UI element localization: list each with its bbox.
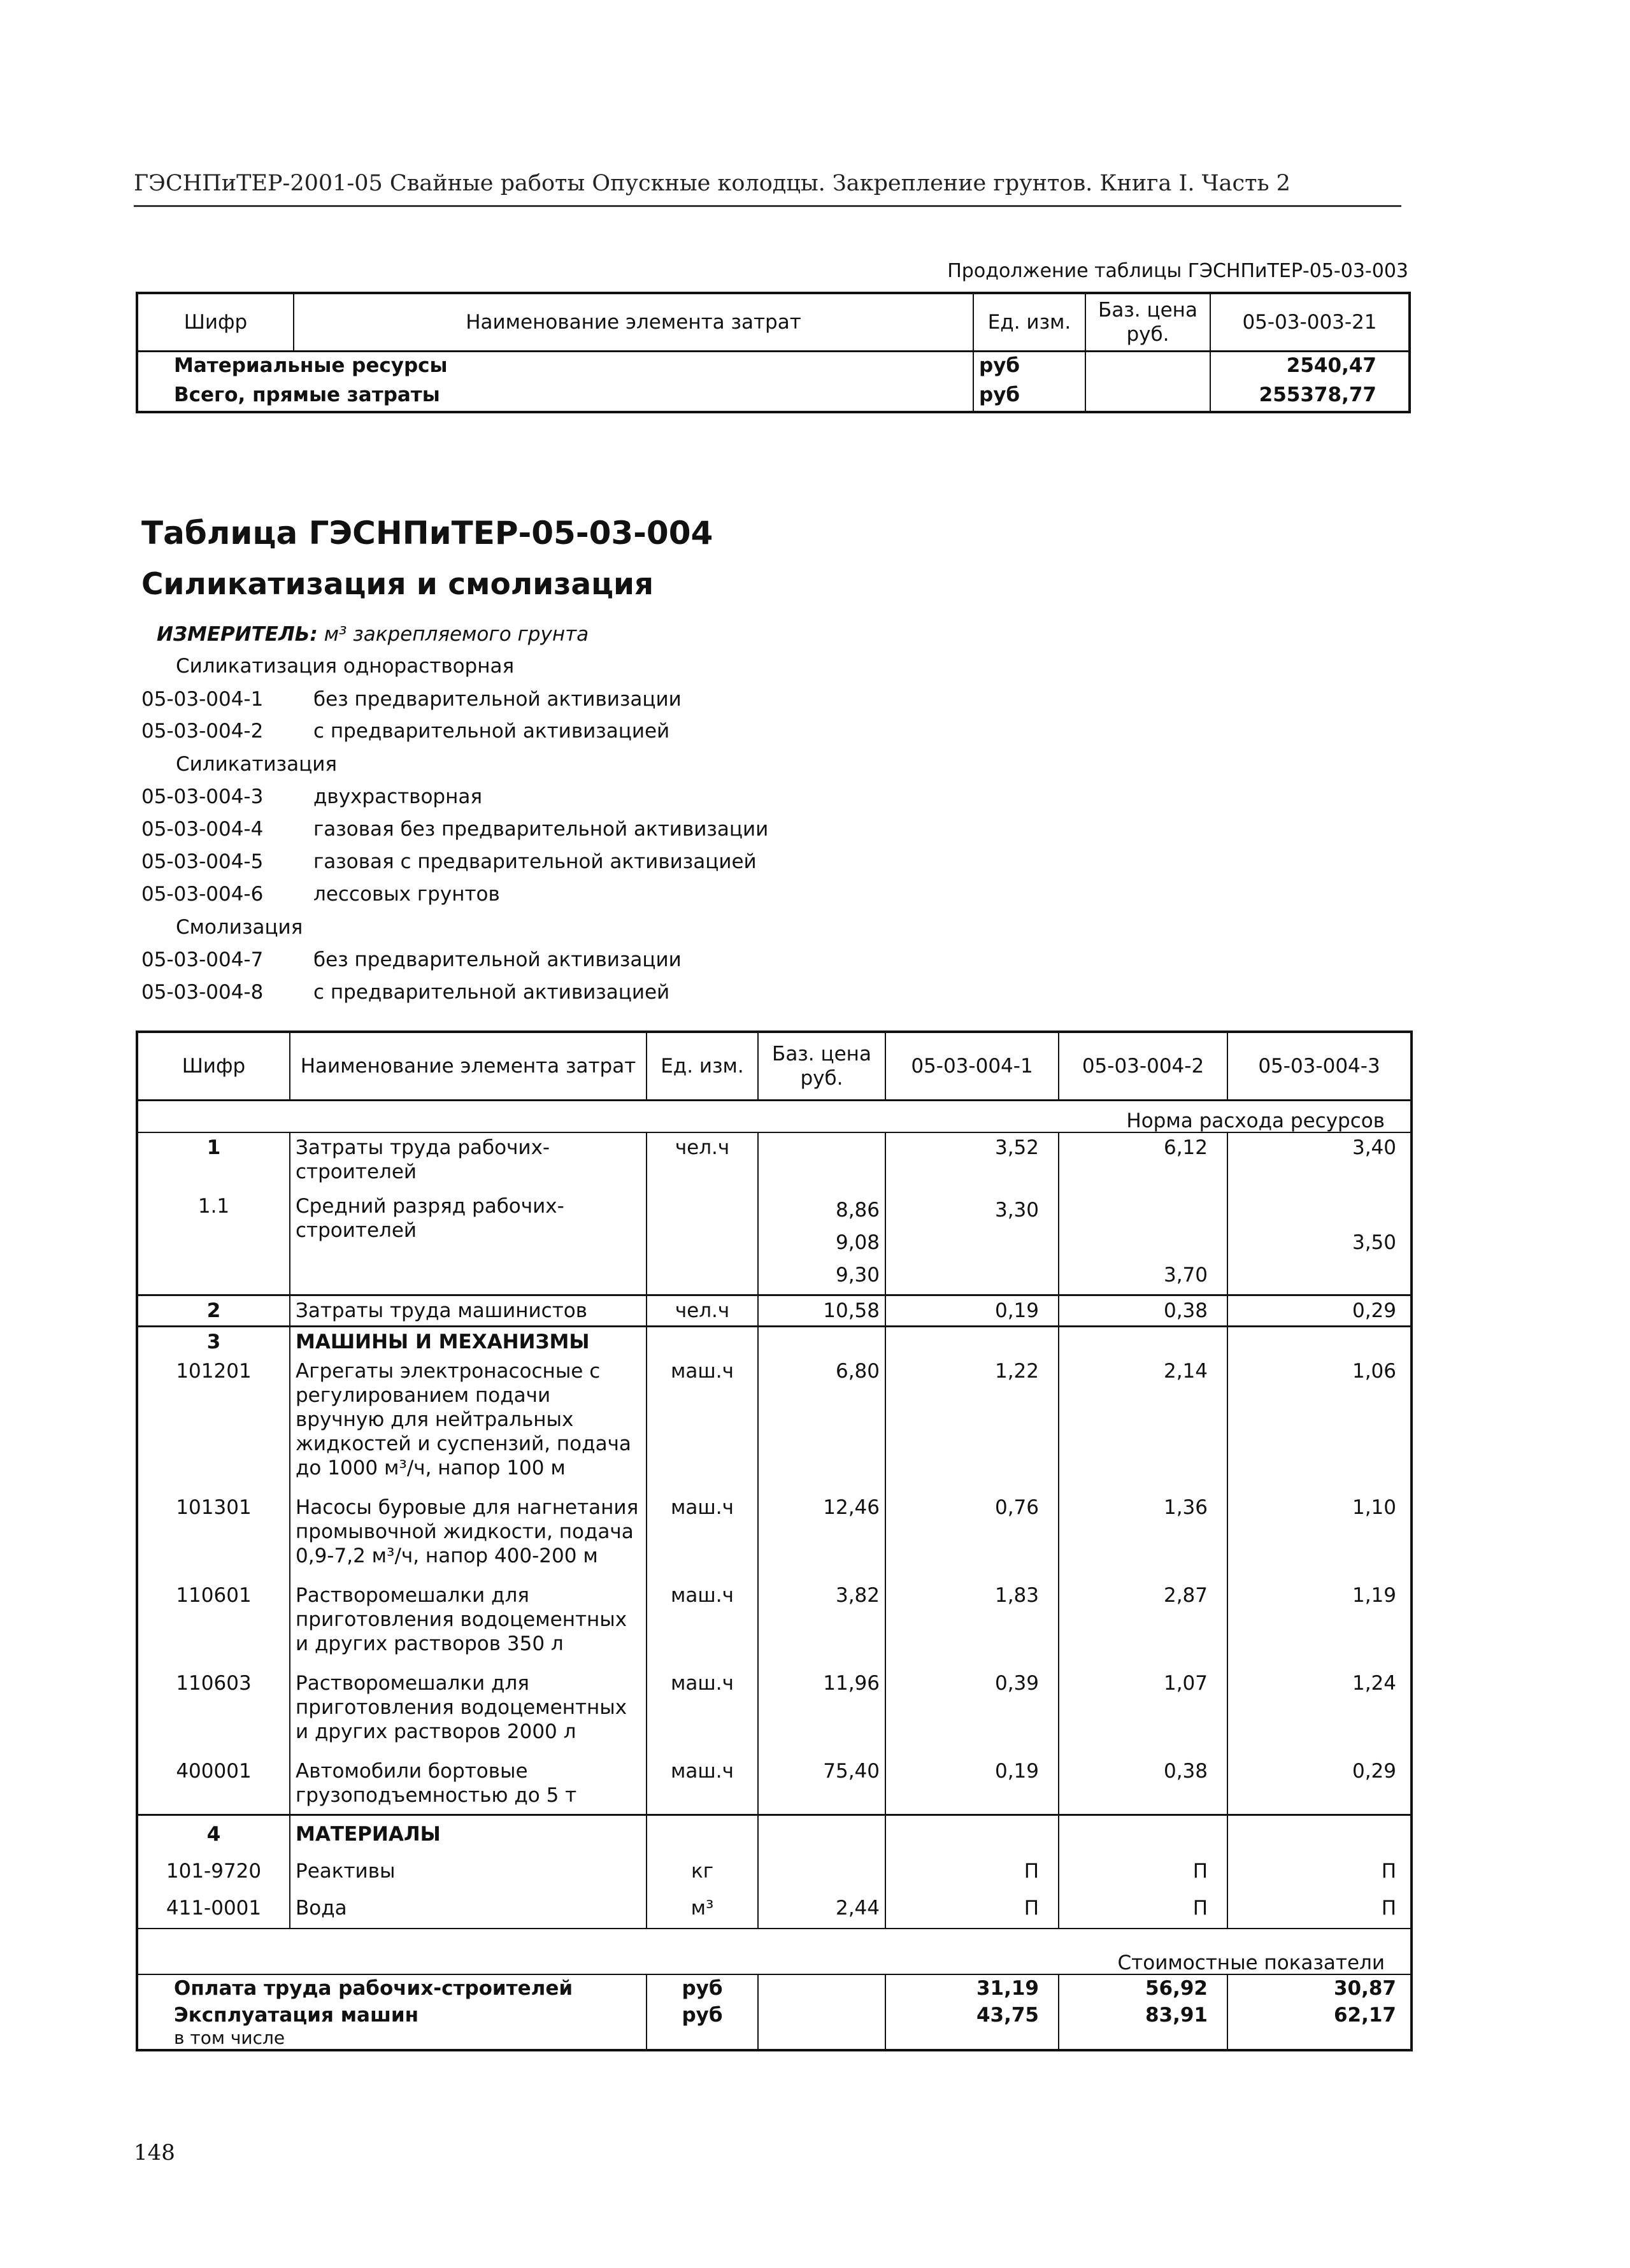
table-header-row (137, 1032, 1412, 1101)
row-value-2: 83,91 (1059, 2001, 1227, 2027)
table-row (137, 1295, 1412, 1327)
row-value-3: П (1227, 1886, 1412, 1929)
row-name: Эксплуатация машин (137, 2001, 647, 2027)
row-value-1 (885, 1187, 1059, 1295)
item-code: 05-03-004-3 (141, 785, 264, 808)
item-desc: без предварительной активизации (313, 948, 682, 971)
row-value-1: 1,22 (885, 1357, 1059, 1483)
price-value: 9,08 (835, 1231, 880, 1254)
table-row (137, 1746, 1412, 1815)
row-unit: руб (647, 1974, 758, 2001)
item-desc: с предварительной активизацией (313, 720, 670, 743)
row-value-3: 1,19 (1227, 1571, 1412, 1658)
row-name: Автомобили бортовые грузоподъемностью до 5 т (290, 1746, 647, 1815)
col-header-price: Баз. цена руб. (1085, 293, 1210, 352)
row-value-3: 62,17 (1227, 2001, 1412, 2027)
row-name: Средний разряд рабочих-строителей (290, 1187, 647, 1295)
table-row (137, 1132, 1412, 1187)
item-desc: газовая с предварительной активизацией (313, 850, 757, 873)
row-name: Вода (290, 1886, 647, 1929)
price-value: 8,86 (835, 1199, 880, 1222)
col-header-code: Шифр (137, 293, 294, 352)
row-name: Растворомешалки для приготовления водоцементных и других растворов 2000 л (290, 1658, 647, 1746)
table-row (137, 2001, 1412, 2027)
item-desc: лессовых грунтов (313, 883, 500, 906)
row-value-3: П (1227, 1849, 1412, 1886)
row-name: Оплата труда рабочих-строителей (137, 1974, 647, 2001)
row-price: 2,44 (758, 1886, 885, 1929)
section-row-cost (137, 1929, 1412, 1974)
row-price: 3,82 (758, 1571, 885, 1658)
row-value-1: 1,83 (885, 1571, 1059, 1658)
row-code: 101201 (137, 1357, 290, 1483)
continuation-note: Продолжение таблицы ГЭСНПиТЕР-05-03-003 (947, 260, 1408, 282)
col-header-name: Наименование элемента затрат (294, 293, 973, 352)
previous-table (136, 292, 1411, 413)
row-price: 6,80 (758, 1357, 885, 1483)
section-label: Норма расхода ресурсов (137, 1101, 1412, 1133)
table-row (137, 1849, 1412, 1886)
row-name: Растворомешалки для приготовления водоцементных и других растворов 350 л (290, 1571, 647, 1658)
table-row (137, 382, 1410, 412)
col-header-norm-1: 05-03-004-1 (885, 1032, 1059, 1101)
row-price-list (758, 1187, 885, 1295)
row-unit: чел.ч (647, 1132, 758, 1187)
table-row (137, 1815, 1412, 1850)
table-row (137, 1571, 1412, 1658)
row-code: 3 (137, 1327, 290, 1357)
item-group-heading (176, 655, 514, 678)
running-header: ГЭСНПиТЕР-2001-05 Свайные работы Опускные колодцы. Закрепление грунтов. Книга I. Часть 2 (134, 171, 1401, 207)
row-unit: маш.ч (647, 1571, 758, 1658)
row-unit: маш.ч (647, 1658, 758, 1746)
item-code: 05-03-004-1 (141, 688, 264, 711)
row-value: 2540,47 (1210, 352, 1410, 382)
row-name: МАТЕРИАЛЫ (290, 1815, 647, 1850)
item-desc: с предварительной активизацией (313, 981, 670, 1004)
row-value-2: 2,87 (1059, 1571, 1227, 1658)
row-value-1: 0,19 (885, 1295, 1059, 1327)
table-subtitle: Силикатизация и смолизация (141, 567, 654, 602)
item-desc: без предварительной активизации (313, 688, 682, 711)
item-code: 05-03-004-6 (141, 883, 264, 906)
page-number: 148 (134, 2140, 175, 2165)
meter-label: ИЗМЕРИТЕЛЬ: (157, 623, 318, 646)
item-code: 05-03-004-7 (141, 948, 264, 971)
col-header-unit: Ед. изм. (647, 1032, 758, 1101)
row-value-3: 0,29 (1227, 1295, 1412, 1327)
row-name: Реактивы (290, 1849, 647, 1886)
row-code: 1.1 (137, 1187, 290, 1295)
col-header-price: Баз. цена руб. (758, 1032, 885, 1101)
item-code: 05-03-004-5 (141, 850, 264, 873)
value: 3,70 (1163, 1264, 1208, 1287)
row-value-2: 56,92 (1059, 1974, 1227, 2001)
row-value-3 (1227, 1187, 1412, 1295)
row-price: 75,40 (758, 1746, 885, 1815)
item-desc: Силикатизация (176, 753, 338, 776)
row-value-1: 3,52 (885, 1132, 1059, 1187)
row-price (1085, 352, 1210, 382)
table-row (137, 352, 1410, 382)
col-header-norm-3: 05-03-004-3 (1227, 1032, 1412, 1101)
row-unit: руб (973, 352, 1085, 382)
row-price (758, 1132, 885, 1187)
row-code: 110601 (137, 1571, 290, 1658)
col-header-name: Наименование элемента затрат (290, 1032, 647, 1101)
row-code: 110603 (137, 1658, 290, 1746)
item-group-heading (176, 916, 303, 939)
row-name: Затраты труда машинистов (290, 1295, 647, 1327)
item-desc: двухрастворная (313, 785, 482, 808)
item-desc: Силикатизация однорастворная (176, 655, 515, 678)
table-row (137, 2027, 1412, 2050)
meter-line (157, 623, 589, 646)
row-code: 400001 (137, 1746, 290, 1815)
col-header-code: Шифр (137, 1032, 290, 1101)
table-row (137, 1357, 1412, 1483)
item-code: 05-03-004-2 (141, 720, 264, 743)
meter-value: м³ закрепляемого грунта (324, 623, 589, 646)
table-row (137, 1886, 1412, 1929)
row-value-2: 1,07 (1059, 1658, 1227, 1746)
row-code: 4 (137, 1815, 290, 1850)
row-value-2: 0,38 (1059, 1746, 1227, 1815)
row-value-2: 0,38 (1059, 1295, 1227, 1327)
row-value-1: 43,75 (885, 2001, 1059, 2027)
section-row-norm (137, 1101, 1412, 1133)
row-value-3: 1,24 (1227, 1658, 1412, 1746)
row-value-1: 0,39 (885, 1658, 1059, 1746)
row-price: 12,46 (758, 1483, 885, 1571)
price-value: 9,30 (835, 1264, 880, 1287)
item-code: 05-03-004-8 (141, 981, 264, 1004)
row-name: Материальные ресурсы (137, 352, 973, 382)
resource-table (136, 1031, 1413, 2051)
row-price: 11,96 (758, 1658, 885, 1746)
row-value-2: 6,12 (1059, 1132, 1227, 1187)
row-price (758, 1849, 885, 1886)
value: 3,50 (1352, 1231, 1396, 1254)
row-unit: м³ (647, 1886, 758, 1929)
row-value-1: 0,19 (885, 1746, 1059, 1815)
table-header-row (137, 293, 1410, 352)
section-label: Стоимостные показатели (137, 1929, 1412, 1974)
table-row (137, 1327, 1412, 1357)
col-header-unit: Ед. изм. (973, 293, 1085, 352)
row-code: 101-9720 (137, 1849, 290, 1886)
row-value-1: П (885, 1849, 1059, 1886)
row-code: 2 (137, 1295, 290, 1327)
row-unit: кг (647, 1849, 758, 1886)
col-header-code-value: 05-03-003-21 (1210, 293, 1410, 352)
item-group-heading (176, 753, 337, 776)
row-price (1085, 382, 1210, 412)
col-header-norm-2: 05-03-004-2 (1059, 1032, 1227, 1101)
row-value-3: 1,10 (1227, 1483, 1412, 1571)
table-row (137, 1187, 1412, 1295)
row-unit: руб (647, 2001, 758, 2027)
row-value-2: П (1059, 1849, 1227, 1886)
row-value: 255378,77 (1210, 382, 1410, 412)
row-value-1: П (885, 1886, 1059, 1929)
row-code: 1 (137, 1132, 290, 1187)
table-row (137, 1483, 1412, 1571)
table-title: Таблица ГЭСНПиТЕР-05-03-004 (141, 515, 713, 552)
item-desc: газовая без предварительной активизации (313, 818, 769, 841)
row-unit: маш.ч (647, 1483, 758, 1571)
row-value-3: 3,40 (1227, 1132, 1412, 1187)
row-name: Затраты труда рабочих-строителей (290, 1132, 647, 1187)
item-desc: Смолизация (176, 916, 303, 939)
value: 3,30 (994, 1199, 1039, 1222)
row-unit (647, 1187, 758, 1295)
row-value-3: 0,29 (1227, 1746, 1412, 1815)
row-value-3: 1,06 (1227, 1357, 1412, 1483)
row-name: Всего, прямые затраты (137, 382, 973, 412)
row-value-2: П (1059, 1886, 1227, 1929)
row-price: 10,58 (758, 1295, 885, 1327)
item-code: 05-03-004-4 (141, 818, 264, 841)
row-value-2 (1059, 1187, 1227, 1295)
row-value-2: 1,36 (1059, 1483, 1227, 1571)
row-unit: маш.ч (647, 1357, 758, 1483)
table-row (137, 1974, 1412, 2001)
table-row (137, 1658, 1412, 1746)
row-name: МАШИНЫ И МЕХАНИЗМЫ (290, 1327, 647, 1357)
row-unit: руб (973, 382, 1085, 412)
row-name: в том числе (137, 2027, 647, 2050)
row-code: 411-0001 (137, 1886, 290, 1929)
row-name: Агрегаты электронасосные с регулированием подачи вручную для нейтральных жидкостей и суспензий, подача до 1000 м³/ч, напор 100 м (290, 1357, 647, 1483)
row-code: 101301 (137, 1483, 290, 1571)
row-value-2: 2,14 (1059, 1357, 1227, 1483)
row-name: Насосы буровые для нагнетания промывочной жидкости, подача 0,9-7,2 м³/ч, напор 400-200 м (290, 1483, 647, 1571)
row-value-1: 31,19 (885, 1974, 1059, 2001)
row-unit: чел.ч (647, 1295, 758, 1327)
row-value-3: 30,87 (1227, 1974, 1412, 2001)
row-value-1: 0,76 (885, 1483, 1059, 1571)
row-unit: маш.ч (647, 1746, 758, 1815)
